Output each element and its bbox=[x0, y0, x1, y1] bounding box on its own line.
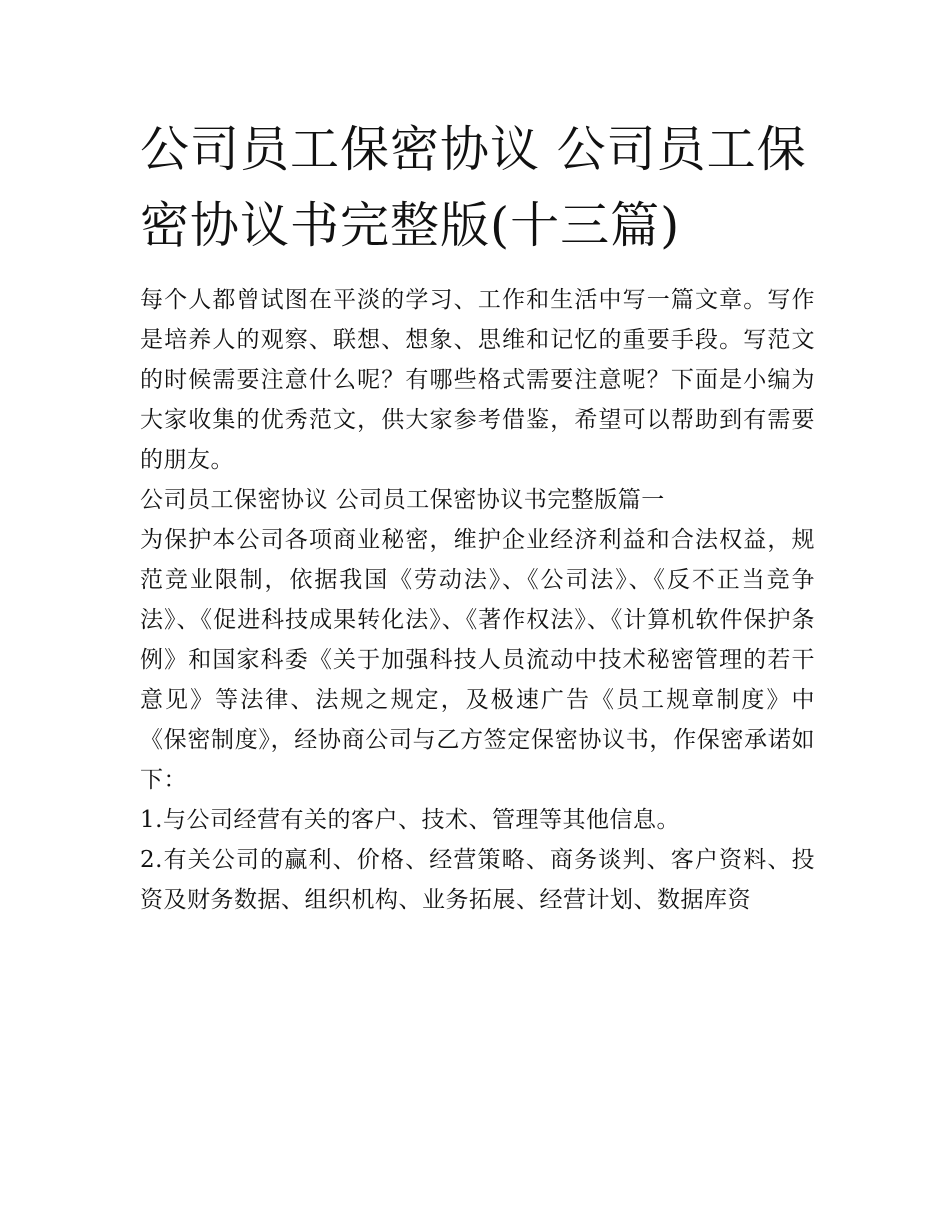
document-body bbox=[140, 280, 815, 920]
document-title: 公司员工保密协议 公司员工保密协议书完整版(十三篇) bbox=[140, 121, 807, 254]
intro-paragraph: 每个人都曾试图在平淡的学习、工作和生活中写一篇文章。写作是培养人的观察、联想、想象、思维和记忆的重要手段。写范文的时候需要注意什么呢？有哪些格式需要注意呢？下面是小编为大家收集的优秀范文，供大家参考借鉴，希望可以帮助到有需要的朋友。 bbox=[140, 287, 815, 473]
agreement-preamble: 为保护本公司各项商业秘密，维护企业经济利益和合法权益，规范竞业限制，依据我国《劳动法》、《公司法》、《反不正当竞争法》、《促进科技成果转化法》、《著作权法》、《计算机软件保护条例》和国家科委《关于加强科技人员流动中技术秘密管理的若干意见》等法律、法规之规定，及极速广告《员工规章制度》中《保密制度》，经协商公司与乙方签定保密协议书，作保密承诺如下： bbox=[140, 527, 815, 793]
clause-2: 2.有关公司的赢利、价格、经营策略、商务谈判、客户资料、投资及财务数据、组织机构、业务拓展、经营计划、数据库资 bbox=[140, 847, 815, 913]
section-heading: 公司员工保密协议 公司员工保密协议书完整版篇一 bbox=[140, 487, 665, 513]
clause-1: 1.与公司经营有关的客户、技术、管理等其他信息。 bbox=[140, 807, 680, 833]
